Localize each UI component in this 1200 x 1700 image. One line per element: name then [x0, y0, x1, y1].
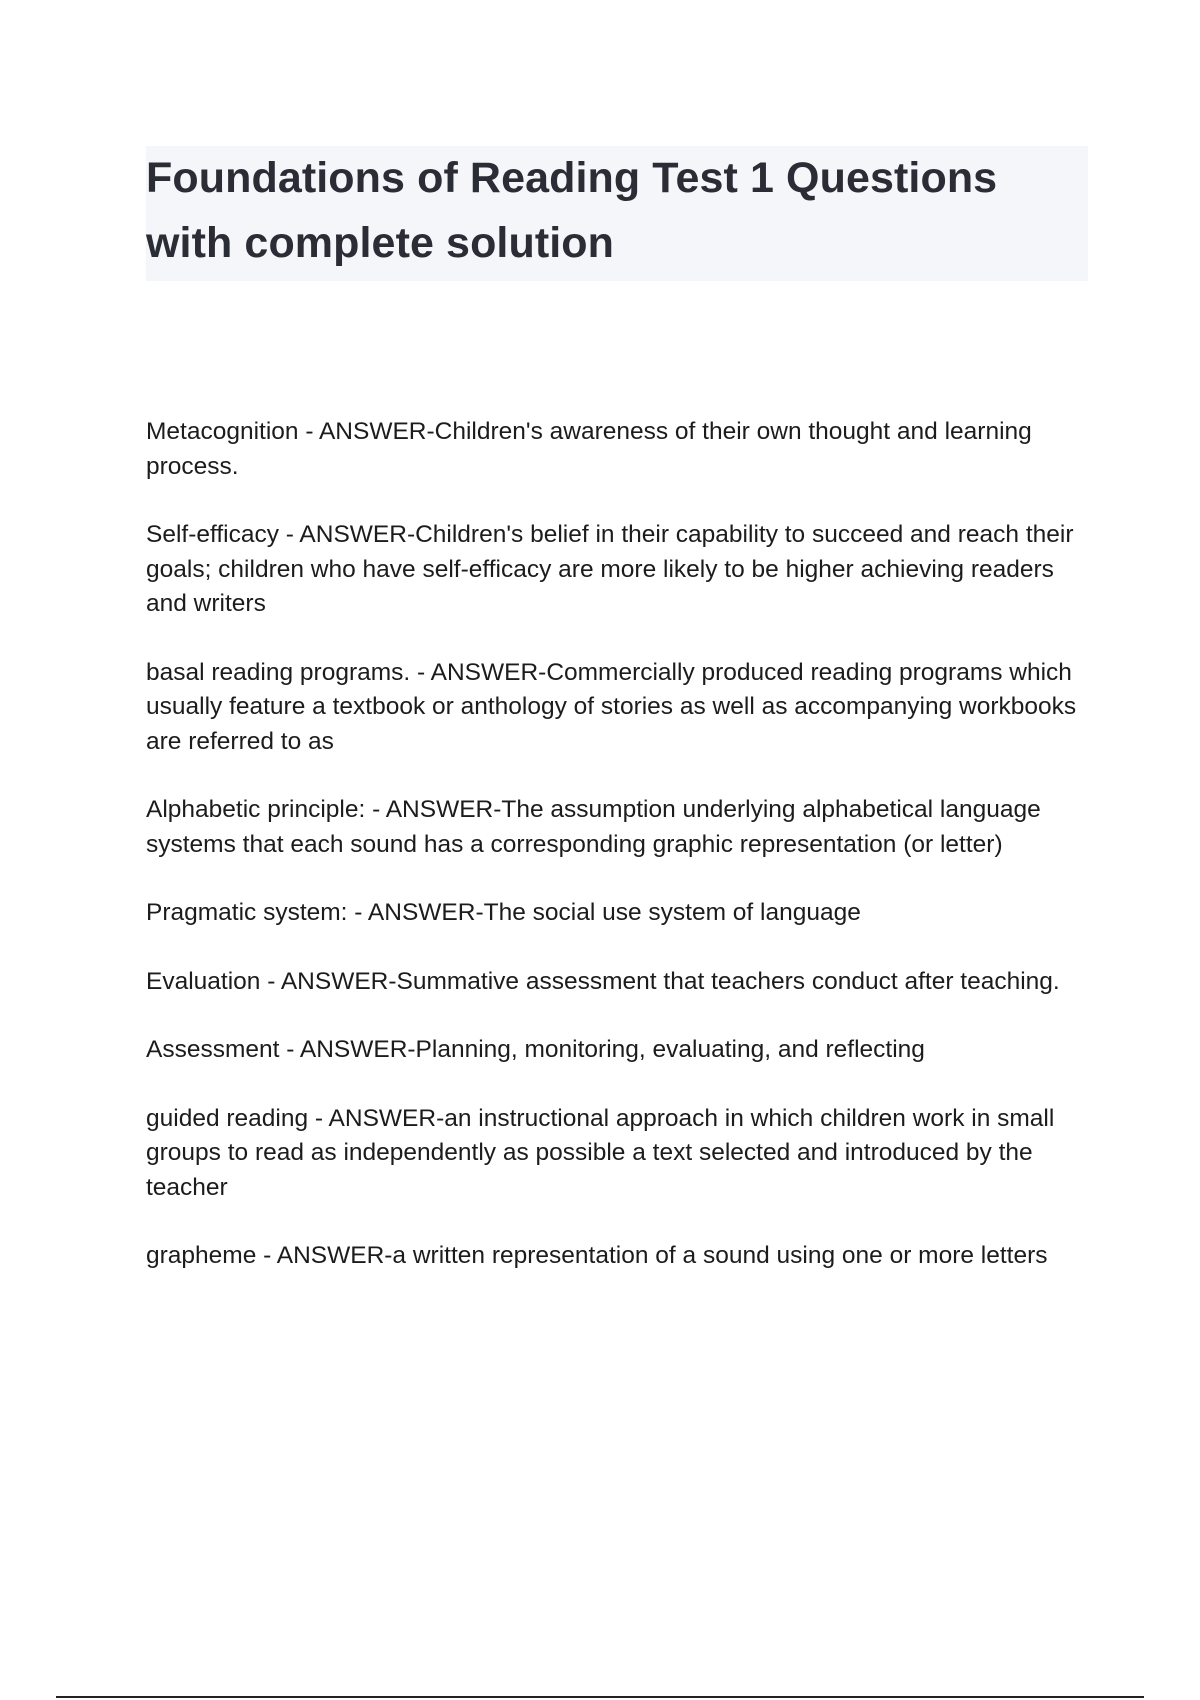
qa-entry-evaluation: Evaluation - ANSWER-Summative assessment that teachers conduct after teaching. [146, 967, 1060, 995]
footer-divider [56, 1696, 1144, 1698]
page-title: Foundations of Reading Test 1 Questions with complete solution [146, 154, 998, 267]
qa-entry-assessment: Assessment - ANSWER-Planning, monitoring, evaluating, and reflecting [146, 1036, 925, 1063]
title-banner [146, 146, 1088, 281]
qa-entry-metacognition: Metacognition - ANSWER-Children's awareness of their own thought and learning process. [146, 418, 1032, 480]
qa-entry-basal-reading-programs: basal reading programs. - ANSWER-Commercially produced reading programs which usually feature a textbook or anthology of stories as well as accompanying workbooks are referred to as [146, 658, 1077, 755]
qa-list [146, 415, 1092, 1308]
qa-entry-alphabetic-principle: Alphabetic principle: - ANSWER-The assumption underlying alphabetical language systems that each sound has a corresponding graphic representation (or letter) [146, 796, 1041, 858]
qa-entry-self-efficacy: Self-efficacy - ANSWER-Children's belief in their capability to succeed and reach their goals; children who have self-efficacy are more likely to be higher achieving readers and writers [146, 521, 1074, 617]
qa-entry-grapheme: grapheme - ANSWER-a written representation of a sound using one or more letters [146, 1242, 1048, 1269]
qa-entry-guided-reading: guided reading - ANSWER-an instructional approach in which children work in small groups to read as independently as possible a text selected and introduced by the teacher [146, 1104, 1055, 1201]
qa-entry-pragmatic-system: Pragmatic system: - ANSWER-The social use system of language [146, 899, 861, 926]
